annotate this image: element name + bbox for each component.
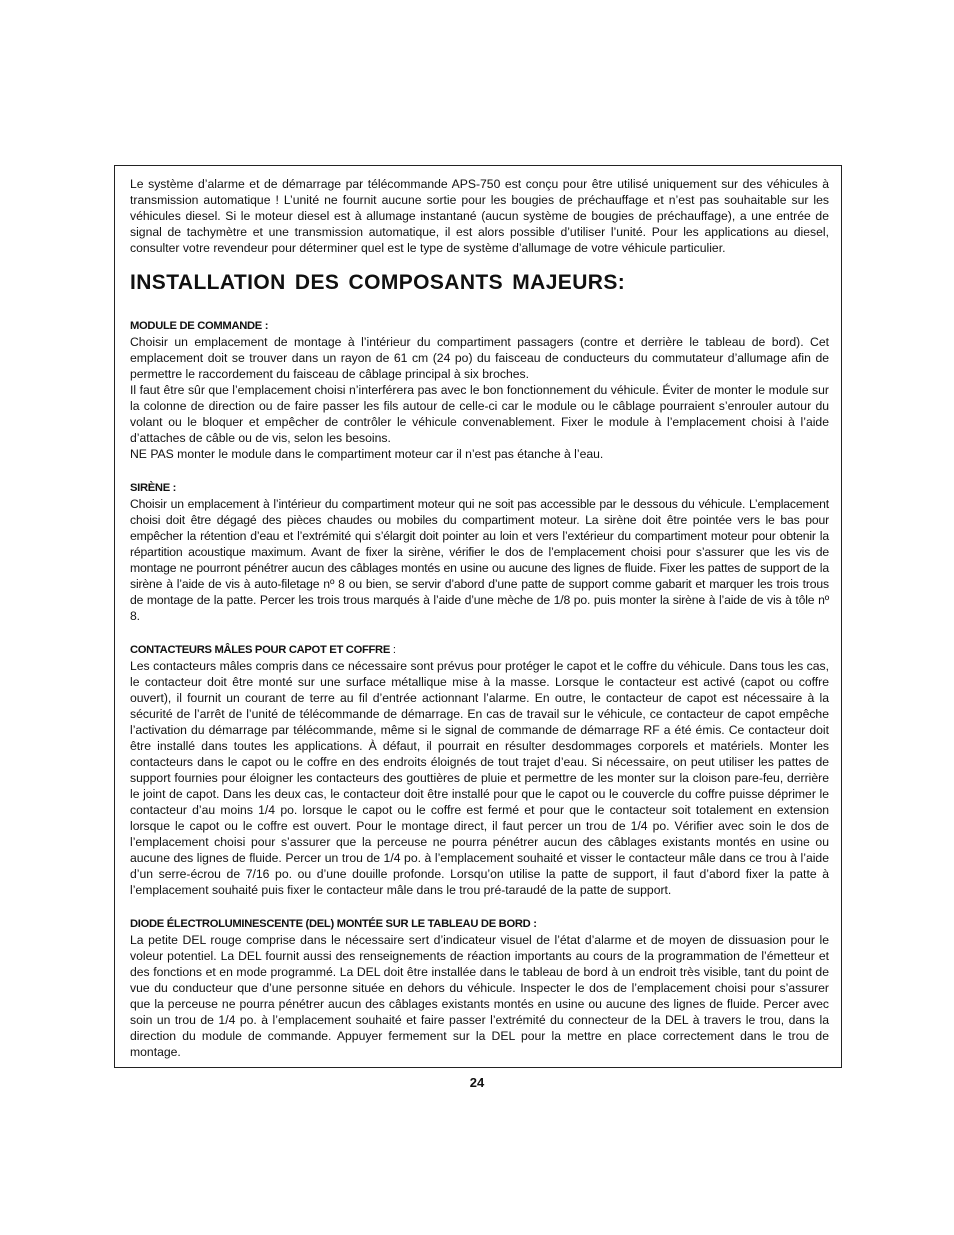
section-contacteurs [130, 642, 829, 898]
section-module-commande [130, 318, 829, 462]
content-frame [114, 165, 842, 1068]
section-heading: CONTACTEURS MÂLES POUR CAPOT ET COFFRE : [130, 644, 396, 656]
section-heading: DIODE ÉLECTROLUMINESCENTE (DEL) MONTÉE SUR LE TABLEAU DE BORD : [130, 918, 537, 930]
section-heading: MODULE DE COMMANDE : [130, 320, 269, 332]
page-number: 24 [469, 1075, 485, 1090]
section-paragraph: Il faut être sûr que l’emplacement choisi n’interférera pas avec le bon fonctionnement du véhicule. Éviter de monter le module sur la colonne de direction ou de faire passer les fils autour de celle-ci car le module ou le câblage pourraient s’enrouler autour du volant ou le bloquer et empêcher de contrôler le véhicule convenablement. Fixer le module à l’emplacement choisi à l’aide d’attaches de câble ou de vis, selon les besoins. [130, 383, 829, 445]
section-paragraph: La petite DEL rouge comprise dans le nécessaire sert d’indicateur visuel de l’état d’alarme et de moyen de dissuasion pour le voleur potentiel. La DEL fournit aussi des renseignements de réaction importants au cours de la programmation de l’émetteur et des fonctions et en mode programmé. La DEL doit être installée dans le tableau de bord à un endroit très visible, tant du point de vue du conducteur que d’une personne située en dehors du véhicule. Inspecter le dos de l’emplacement choisi pour s’assurer que la perceuse ne pourra pénétrer aucun des câblages existants montés en usine ou aucune des lignes de fluide. Percer avec soin un trou de 1/4 po. à l’emplacement souhaité et faire passer l’extrémité du connecteur de la DEL à travers le trou, dans la direction du module de commande. Appuyer fermement sur la DEL pour la mettre en place correctement dans le trou de montage. [130, 933, 829, 1059]
section-heading: SIRÈNE : [130, 482, 177, 494]
section-diode [130, 916, 829, 1060]
page-title: INSTALLATION DES COMPOSANTS MAJEURS: [130, 271, 626, 294]
section-paragraph: Choisir un emplacement à l’intérieur du compartiment moteur qui ne soit pas accessible par le dessous du véhicule. L’emplacement choisi doit être dégagé des pièces chaudes ou mobiles du compartiment moteur. La sirène doit être pointée vers le bas pour empêcher la rétention d’eau et l’extrémité qui s’élargit doit pointer au loin et vers l’extérieur du compartiment moteur pour obtenir la répartition acoustique maximum. Avant de fixer la sirène, vérifier le dos de l’emplacement choisi pour s’assurer que les vis de montage ne pourront pénétrer aucun des câblages montés en usine ou aucune des lignes de fluide. Fixer les pattes de support de la sirène à l’aide de vis à auto-filetage nº 8 ou bien, se servir d’abord d’une patte de support comme gabarit et marquer les trois trous de montage de la patte. Percer les trois trous marqués à l’aide d’une mèche de 1/8 po. puis monter la sirène à l’aide de vis à tôle nº 8. [130, 497, 829, 623]
section-sirene [130, 480, 829, 624]
section-paragraph: Les contacteurs mâles compris dans ce nécessaire sont prévus pour protéger le capot et le coffre du véhicule. Dans tous les cas, le contacteur doit être monté sur une surface métallique mise à la masse. Lorsque le contacteur est activé (capot ou coffre ouvert), il fournit un courant de terre au fil d’entrée actionnant l’alarme. En outre, le contacteur de capot est nécessaire à la sécurité de l’arrêt de l’unité de télécommande de démarrage. En cas de travail sur le véhicule, ce contacteur de capot empêche l’activation du démarrage par télécommande, même si le signal de commande de démarrage RF a été émis. Ce contacteur doit être installé dans toutes les applications. À défaut, il pourrait en résulter desdommages corporels et matériels. Monter les contacteurs dans le capot ou le coffre en des endroits éloignés de tout trajet d’eau. Si nécessaire, on peut utiliser les pattes de support fournies pour éloigner les contacteurs des gouttières de pluie et permettre de les monter sur la cloison pare-feu, derrière le joint de capot. Dans les deux cas, le contacteur doit être installé pour que le capot ou le couvercle du coffre puisse déprimer le contacteur d’au moins 1/4 po. lorsque le capot ou le coffre est fermé et pour que le contacteur soit totalement en extension lorsque le capot ou le coffre est ouvert. Pour le montage direct, il faut percer un trou de 1/4 po. Vérifier avec soin le dos de l’emplacement choisi pour s’assurer que la perceuse ne pourra pénétrer aucun des câblages existants montés en usine ou aucune des lignes de fluide. Percer un trou de 1/4 po. à l’emplacement souhaité et visser le contacteur mâle dans ce trou à l’aide d’un serre-écrou de 7/16 po. ou d’une douille profonde. Lorsqu’on utilise la patte de support, il faut d’abord fixer la patte à l’emplacement souhaité puis fixer le contacteur mâle dans le trou pré-taraudé de la patte de support. [130, 659, 829, 897]
page-content [130, 176, 829, 1060]
section-paragraph: Choisir un emplacement de montage à l’intérieur du compartiment passagers (contre et derrière le tableau de bord). Cet emplacement doit se trouver dans un rayon de 61 cm (24 po) du faisceau de conducteurs du commutateur d’allumage afin de permettre le raccordement du faisceau de câblage principal à six broches. [130, 335, 829, 381]
section-paragraph: NE PAS monter le module dans le compartiment moteur car il n’est pas étanche à l’eau. [130, 447, 604, 461]
intro-paragraph: Le système d’alarme et de démarrage par télécommande APS-750 est conçu pour être utilisé uniquement sur des véhicules à transmission automatique ! L’unité ne fournit aucune sortie pour les bougies de préchauffage et n’est pas souhaitable sur les véhicules diesel. Si le moteur diesel est à allumage instantané (aucun système de bougies de préchauffage), a une entrée de signal de tachymètre et une transmission automatique, il est alors possible d’utiliser l’unité. Pour les applications au diesel, consulter votre revendeur pour déterminer quel est le type de système d’allumage de votre véhicule particulier. [130, 177, 829, 255]
